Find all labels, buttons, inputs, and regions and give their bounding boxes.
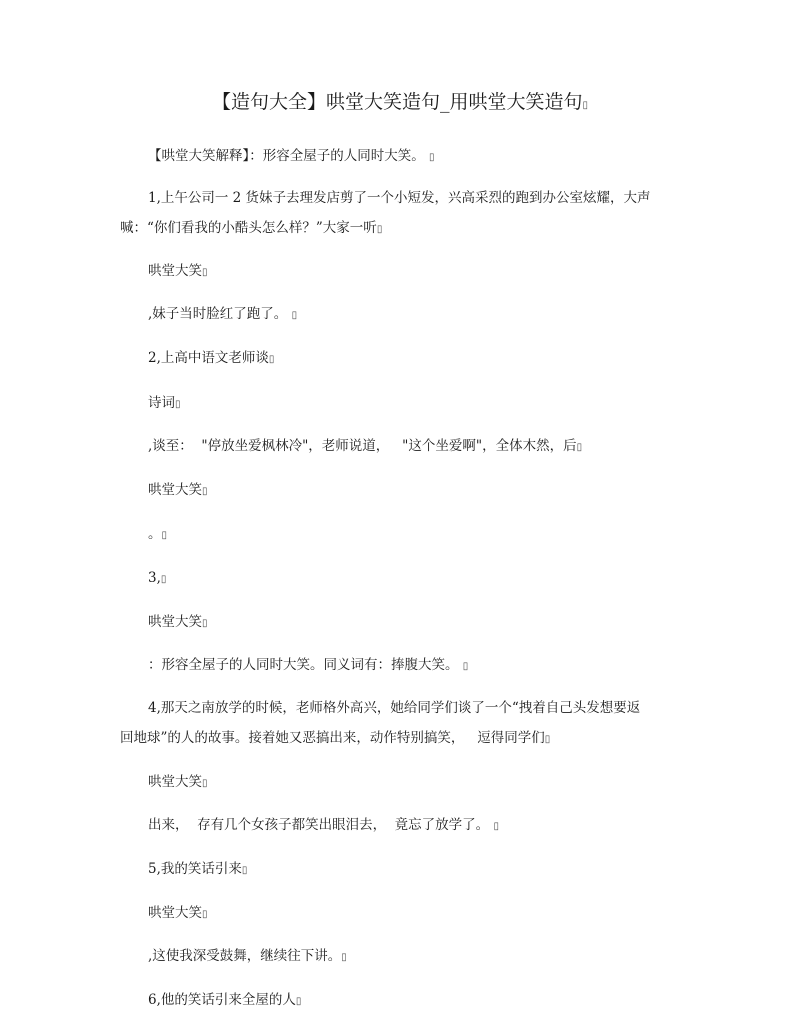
line-text: 出来， 存有几个女孩子都笑出眼泪去， 竟忘了放学了。	[148, 817, 490, 833]
paragraph-line	[148, 348, 274, 370]
paragraph-line	[148, 990, 301, 1012]
paragraph-line	[148, 480, 208, 502]
paragraph-line	[148, 772, 208, 794]
line-text: 2,上高中语文老师谈	[148, 350, 269, 366]
line-end-mark: ▯	[295, 996, 302, 1007]
line-text: 。	[148, 526, 162, 542]
line-text: 1,上午公司一 2 货妹子去理发店剪了一个小短发，兴高采烈的跑到办公室炫耀，大声	[148, 190, 651, 206]
line-end-mark: ▯	[202, 909, 208, 920]
line-end-mark: ▯	[202, 778, 208, 789]
line-end-mark: ▯	[202, 618, 208, 629]
line-text: ,这使我深受鼓舞，继续往下讲。	[148, 948, 342, 964]
line-end-mark: ▯	[291, 310, 298, 321]
line-text: 哄堂大笑	[148, 263, 202, 279]
paragraph-line	[148, 304, 297, 326]
line-end-mark: ▯	[202, 267, 208, 278]
line-text: 诗词	[148, 395, 175, 411]
line-end-mark: ▯	[202, 486, 208, 497]
line-end-mark: ▯	[429, 152, 435, 163]
paragraph-line	[148, 524, 167, 546]
paragraph-line	[148, 815, 499, 837]
line-text: 【哄堂大笑解释】：形容全屋子的人同时大笑。	[148, 148, 425, 164]
paragraph-line	[148, 859, 247, 881]
line-end-mark: ▯	[341, 952, 347, 963]
line-end-mark: ▯	[268, 354, 275, 365]
line-text: 哄堂大笑	[148, 482, 202, 498]
line-text: 哄堂大笑	[148, 614, 202, 630]
paragraph-line	[148, 393, 181, 415]
line-text: ,谈至： "停放坐爱枫林冷"，老师说道， "这个坐爱啊"，全体木然，后	[148, 438, 577, 454]
line-end-mark: ▯	[175, 399, 181, 410]
line-end-mark: ▯	[576, 442, 583, 453]
paragraph-line	[148, 436, 582, 458]
paragraph-line	[148, 612, 208, 634]
line-text: 喊：“你们看我的小酷头怎么样？”大家一听	[120, 220, 377, 236]
paragraph-line	[120, 218, 382, 240]
line-end-mark: ▯	[493, 821, 499, 832]
line-text: ：形容全屋子的人同时大笑。同义词有：捧腹大笑。	[148, 657, 459, 673]
line-text: 哄堂大笑	[148, 774, 202, 790]
line-end-mark: ▯	[161, 530, 168, 541]
line-text: 3,	[148, 570, 161, 586]
line-end-mark: ▯	[544, 734, 551, 745]
paragraph-line	[148, 261, 208, 283]
paragraph-line	[148, 946, 347, 968]
line-text: ,妹子当时脸红了跑了。	[148, 306, 288, 322]
page-title	[0, 88, 800, 120]
title-end-mark: ▯	[582, 100, 589, 111]
paragraph-line	[148, 698, 640, 718]
line-text: 5,我的笑话引来	[148, 861, 242, 877]
paragraph-line	[148, 655, 468, 677]
line-end-mark: ▯	[160, 574, 167, 585]
line-text: 回地球”的人的故事。接着她又恶搞出来，动作特别搞笑， 逗得同学们	[120, 730, 545, 746]
line-end-mark: ▯	[462, 661, 469, 672]
paragraph-line	[148, 903, 208, 925]
line-text: 6,他的笑话引来全屋的人	[148, 992, 296, 1008]
paragraph-line	[120, 728, 550, 750]
paragraph-line	[148, 146, 435, 168]
line-text: 哄堂大笑	[148, 905, 202, 921]
title-text: 【造句大全】哄堂大笑造句_用哄堂大笑造句	[211, 91, 583, 113]
paragraph-line	[148, 568, 166, 590]
line-end-mark: ▯	[376, 224, 383, 235]
line-text: 4,那天之南放学的时候，老师格外高兴，她给同学们谈了一个“拽着自己头发想要返	[148, 700, 641, 716]
line-end-mark: ▯	[241, 865, 248, 876]
paragraph-line	[148, 188, 651, 208]
